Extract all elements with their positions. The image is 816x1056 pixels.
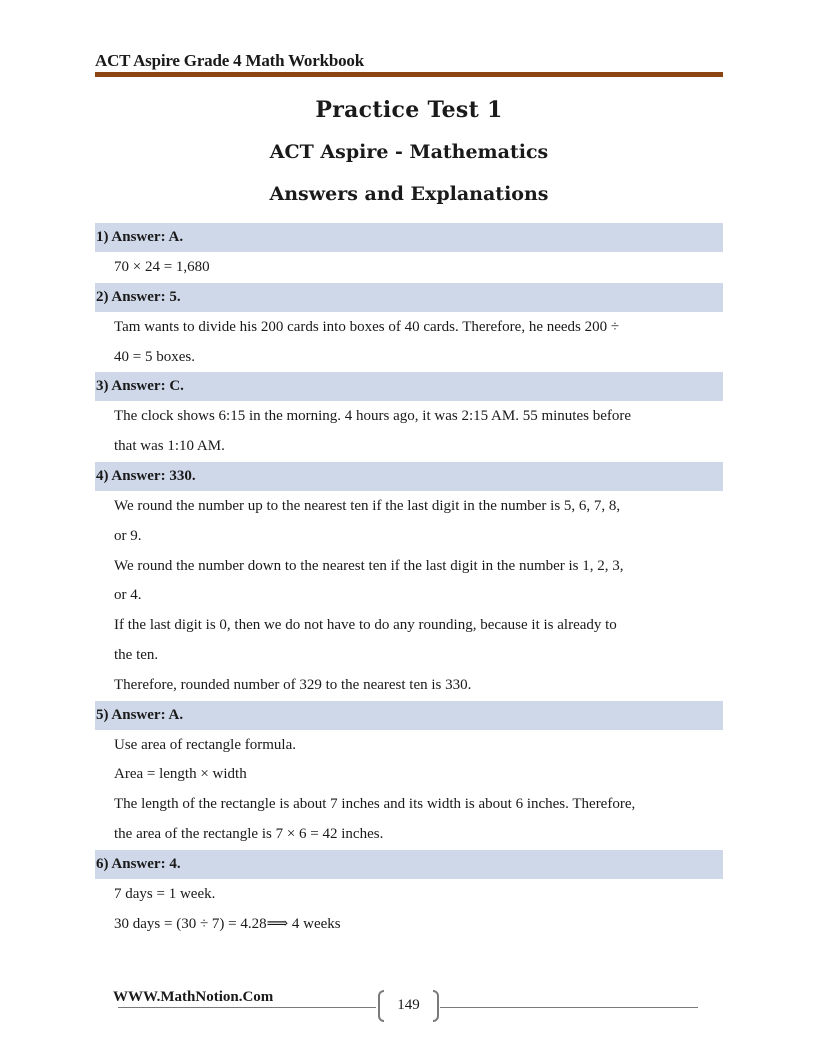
answer-header: 2) Answer: 5. bbox=[95, 283, 723, 312]
footer-rule-left bbox=[118, 1007, 376, 1008]
answer-block bbox=[95, 283, 723, 373]
explanation-line: Use area of rectangle formula. bbox=[114, 736, 296, 753]
explanation-line: the ten. bbox=[114, 646, 159, 663]
section-title: Answers and Explanations bbox=[269, 183, 549, 205]
page-subtitle: ACT Aspire - Mathematics bbox=[269, 141, 549, 163]
explanation-line: We round the number up to the nearest ten if the last digit in the number is 5, 6, 7, 8, bbox=[114, 497, 621, 514]
explanation-line: 70 × 24 = 1,680 bbox=[114, 259, 210, 275]
explanation-line: The clock shows 6:15 in the morning. 4 hours ago, it was 2:15 AM. 55 minutes before bbox=[114, 408, 632, 425]
page-number-bracket-right bbox=[433, 990, 439, 1022]
answer-block bbox=[95, 462, 723, 701]
answer-header: 4) Answer: 330. bbox=[95, 462, 723, 491]
explanation-line: We round the number down to the nearest ten if the last digit in the number is 1, 2, 3, bbox=[114, 557, 624, 574]
answers-list bbox=[95, 223, 723, 939]
answer-block bbox=[95, 850, 723, 940]
explanation-line: 30 days = (30 ÷ 7) = 4.28⟹ 4 weeks bbox=[114, 915, 341, 932]
answer-header: 5) Answer: A. bbox=[95, 701, 723, 730]
explanation-line: If the last digit is 0, then we do not have to do any rounding, because it is already to bbox=[114, 617, 617, 634]
page-number: 149 bbox=[397, 997, 420, 1013]
explanation-line: or 9. bbox=[114, 527, 142, 544]
answer-block bbox=[95, 372, 723, 462]
answer-header: 3) Answer: C. bbox=[95, 372, 723, 401]
answer-block bbox=[95, 701, 723, 850]
explanation-line: or 4. bbox=[114, 587, 142, 604]
answer-block bbox=[95, 223, 723, 283]
explanation-line: 7 days = 1 week. bbox=[114, 885, 216, 902]
explanation-line: Area = length × width bbox=[114, 766, 247, 783]
explanation-line: that was 1:10 AM. bbox=[114, 438, 225, 455]
answer-header: 1) Answer: A. bbox=[95, 223, 723, 252]
explanation-line: the area of the rectangle is 7 × 6 = 42 inches. bbox=[114, 825, 384, 842]
footer-website: WWW.MathNotion.Com bbox=[113, 989, 274, 1005]
explanation-line: Therefore, rounded number of 329 to the nearest ten is 330. bbox=[114, 676, 472, 693]
page-title: Practice Test 1 bbox=[315, 97, 503, 123]
footer-rule-right bbox=[440, 1007, 698, 1008]
explanation-line: Tam wants to divide his 200 cards into boxes of 40 cards. Therefore, he needs 200 ÷ bbox=[114, 318, 620, 335]
answer-header: 6) Answer: 4. bbox=[95, 850, 723, 879]
header-rule bbox=[95, 72, 723, 77]
running-header-title: ACT Aspire Grade 4 Math Workbook bbox=[95, 51, 364, 70]
explanation-line: 40 = 5 boxes. bbox=[114, 348, 195, 365]
explanation-line: The length of the rectangle is about 7 inches and its width is about 6 inches. Therefore, bbox=[114, 796, 636, 813]
